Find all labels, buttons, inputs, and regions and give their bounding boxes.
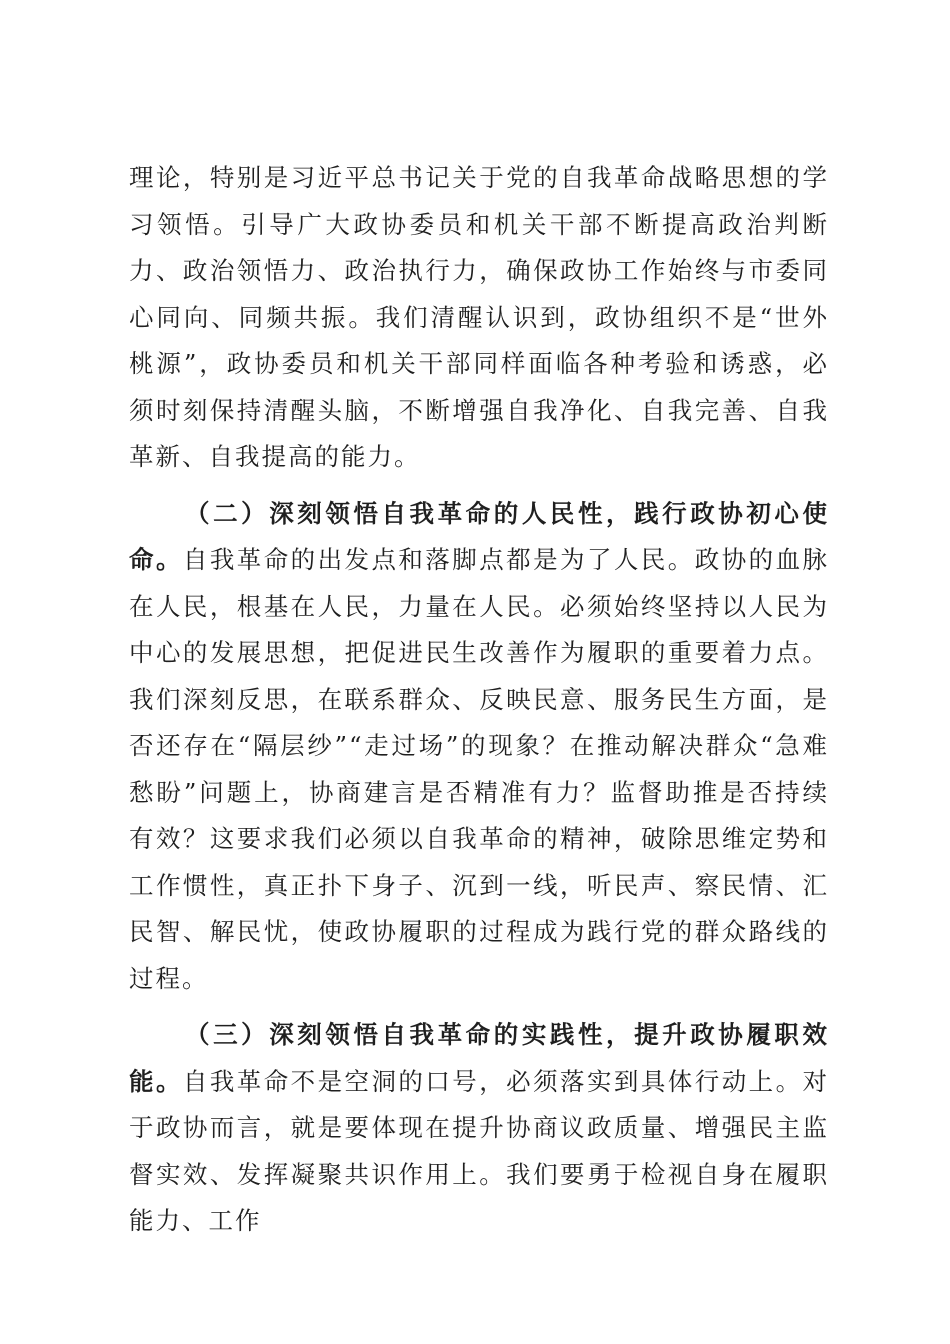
paragraph-1-text: 理论，特别是习近平总书记关于党的自我革命战略思想的学习领悟。引导广大政协委员和机关干部不断提高政治判断力、政治领悟力、政治执行力，确保政协工作始终与市委同心同向、同频共振。我们清醒认识到，政协组织不是“世外桃源”，政协委员和机关干部同样面临各种考验和诱惑，必须时刻保持清醒头脑，不断增强自我净化、自我完善、自我革新、自我提高的能力。 (129, 163, 829, 471)
document-body (129, 155, 829, 1245)
section-heading-2: （二）深刻领悟自我革命的人民性，践行政协初心使命。 (129, 498, 829, 574)
paragraph-2 (129, 491, 829, 1003)
paragraph-1 (129, 155, 829, 481)
section-heading-3: （三）深刻领悟自我革命的实践性，提升政协履职效能。 (129, 1020, 829, 1096)
paragraph-3 (129, 1012, 829, 1245)
paragraph-2-text: 自我革命的出发点和落脚点都是为了人民。政协的血脉在人民，根基在人民，力量在人民。必须始终坚持以人民为中心的发展思想，把促进民生改善作为履职的重要着力点。我们深刻反思，在联系群众、反映民意、服务民生方面，是否还存在“隔层纱”“走过场”的现象？在推动解决群众“急难愁盼”问题上，协商建言是否精准有力？监督助推是否持续有效？这要求我们必须以自我革命的精神，破除思维定势和工作惯性，真正扑下身子、沉到一线，听民声、察民情、汇民智、解民忧，使政协履职的过程成为践行党的群众路线的过程。 (129, 545, 830, 993)
paragraph-3-text: 自我革命不是空洞的口号，必须落实到具体行动上。对于政协而言，就是要体现在提升协商议政质量、增强民主监督实效、发挥凝聚共识作用上。我们要勇于检视自身在履职能力、工作 (129, 1066, 830, 1235)
